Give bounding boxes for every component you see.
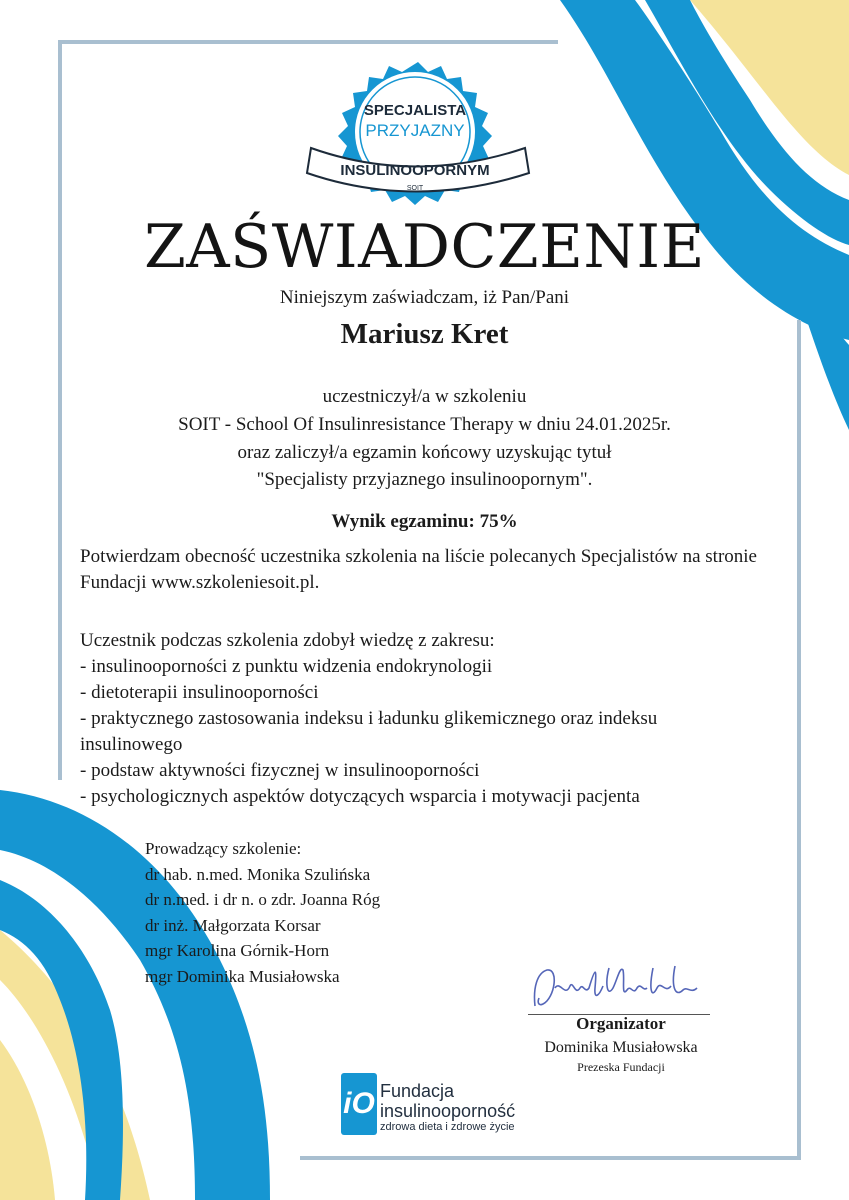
badge-line2: PRZYJAZNY (365, 121, 465, 140)
trainer-name: dr inż. Małgorzata Korsar (145, 915, 321, 935)
certificate-title: ZAŚWIADCZENIE (144, 212, 705, 282)
intro-text: Niniejszym zaświadczam, iż Pan/Pani (279, 287, 570, 308)
organizer-signature (525, 958, 710, 1018)
badge-line3: INSULINOOPORNYM (340, 162, 490, 179)
foundation-logo-mark (341, 1073, 377, 1135)
course-line: "Specjalisty przyjaznego insulinoopornym". (256, 469, 593, 490)
trainer-name: dr hab. n.med. Monika Szulińska (145, 864, 371, 884)
organizer-name: Dominika Musiałowska (544, 1039, 698, 1056)
scope-item: - insulinooporności z punktu widzenia endokrynologii (80, 656, 493, 677)
participant-name: Mariusz Kret (340, 318, 509, 350)
frame-bottom (300, 1156, 801, 1160)
knowledge-scope (80, 628, 757, 810)
course-line: oraz zaliczył/a egzamin końcowy uzyskując tytuł (237, 442, 612, 463)
scope-heading: Uczestnik podczas szkolenia zdobył wiedzę z zakresu: (80, 630, 495, 651)
scope-item: - praktycznego zastosowania indeksu i ładunku glikemicznego oraz indeksu insulinowego (80, 708, 658, 755)
frame-top (58, 40, 558, 44)
course-line: SOIT - School Of Insulinresistance Therapy w dniu 24.01.2025r. (178, 414, 671, 435)
logo-line1: Fundacja (380, 1081, 455, 1101)
badge-line1: SPECJALISTA (363, 102, 467, 119)
badge-line4: SOIT (406, 185, 424, 192)
organizer-title: Organizator (576, 1014, 666, 1033)
trainer-name: dr n.med. i dr n. o zdr. Joanna Róg (145, 890, 381, 909)
trainers-list (145, 836, 380, 989)
scope-item: - podstaw aktywności fizycznej w insulinooporności (80, 760, 480, 781)
trainers-heading: Prowadzący szkolenie: (145, 839, 302, 858)
organizer-role: Prezeska Fundacji (577, 1060, 665, 1074)
scope-item: - dietoterapii insulinooporności (80, 682, 319, 703)
scope-item: - psychologicznych aspektów dotyczących wsparcia i motywacji pacjenta (80, 786, 640, 807)
logo-line2: insulinooporność (380, 1101, 516, 1121)
exam-result: Wynik egzaminu: 75% (331, 511, 518, 532)
logo-line3: zdrowa dieta i zdrowe życie (380, 1121, 515, 1133)
logo-mark-text: iO (343, 1087, 375, 1120)
trainer-name: mgr Dominika Musiałowska (145, 966, 340, 986)
course-line: uczestniczył/a w szkoleniu (322, 386, 527, 407)
frame-left (58, 40, 62, 780)
specialist-badge (293, 60, 543, 220)
trainer-name: mgr Karolina Górnik-Horn (145, 941, 330, 960)
confirmation-text: Potwierdzam obecność uczestnika szkolenia na liście polecanych Specjalistów na stronie Fundacji www.szkoleniesoit.pl. (80, 546, 757, 593)
